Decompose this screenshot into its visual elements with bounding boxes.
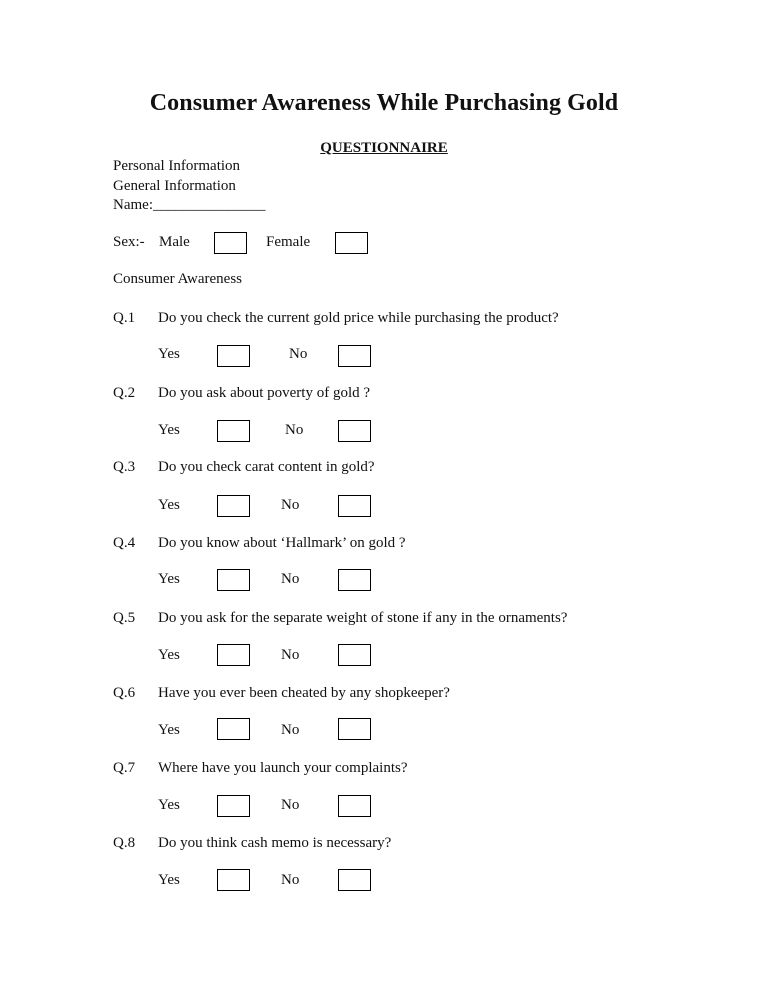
no-checkbox[interactable] bbox=[338, 718, 371, 740]
question-text: Do you ask about poverty of gold ? bbox=[158, 385, 371, 401]
question-number: Q.1 bbox=[113, 310, 136, 326]
yes-label: Yes bbox=[158, 647, 180, 663]
no-checkbox[interactable] bbox=[338, 644, 371, 666]
no-label: No bbox=[281, 571, 300, 587]
male-checkbox[interactable] bbox=[214, 232, 247, 254]
male-label: Male bbox=[159, 234, 190, 250]
no-checkbox[interactable] bbox=[338, 869, 371, 891]
yes-checkbox[interactable] bbox=[217, 569, 250, 591]
yes-label: Yes bbox=[158, 346, 180, 362]
personal-information-label: Personal Information bbox=[113, 158, 241, 174]
yes-checkbox[interactable] bbox=[217, 495, 250, 517]
questionnaire-heading: QUESTIONNAIRE bbox=[320, 140, 448, 156]
question-text: Do you think cash memo is necessary? bbox=[158, 835, 392, 851]
question-number: Q.5 bbox=[113, 610, 136, 626]
yes-checkbox[interactable] bbox=[217, 345, 250, 367]
yes-checkbox[interactable] bbox=[217, 795, 250, 817]
yes-label: Yes bbox=[158, 497, 180, 513]
yes-label: Yes bbox=[158, 571, 180, 587]
no-label: No bbox=[281, 497, 300, 513]
sex-label: Sex:- bbox=[113, 234, 145, 250]
no-checkbox[interactable] bbox=[338, 345, 371, 367]
name-field-label: Name:_______________ bbox=[113, 197, 266, 213]
question-text: Do you ask for the separate weight of stone if any in the ornaments? bbox=[158, 610, 568, 626]
consumer-awareness-heading: Consumer Awareness bbox=[113, 271, 243, 287]
yes-label: Yes bbox=[158, 797, 180, 813]
yes-label: Yes bbox=[158, 872, 180, 888]
female-checkbox[interactable] bbox=[335, 232, 368, 254]
question-number: Q.8 bbox=[113, 835, 136, 851]
yes-checkbox[interactable] bbox=[217, 420, 250, 442]
no-label: No bbox=[289, 346, 308, 362]
no-label: No bbox=[281, 647, 300, 663]
question-text: Do you know about ‘Hallmark’ on gold ? bbox=[158, 535, 406, 551]
no-checkbox[interactable] bbox=[338, 420, 371, 442]
question-text: Have you ever been cheated by any shopkeeper? bbox=[158, 685, 450, 701]
question-text: Where have you launch your complaints? bbox=[158, 760, 408, 776]
question-number: Q.2 bbox=[113, 385, 136, 401]
question-text: Do you check the current gold price while purchasing the product? bbox=[158, 310, 559, 326]
no-label: No bbox=[285, 422, 304, 438]
yes-label: Yes bbox=[158, 722, 180, 738]
yes-checkbox[interactable] bbox=[217, 718, 250, 740]
question-number: Q.4 bbox=[113, 535, 136, 551]
female-label: Female bbox=[266, 234, 311, 250]
yes-checkbox[interactable] bbox=[217, 869, 250, 891]
question-number: Q.7 bbox=[113, 760, 136, 776]
no-checkbox[interactable] bbox=[338, 495, 371, 517]
question-text: Do you check carat content in gold? bbox=[158, 459, 375, 475]
no-label: No bbox=[281, 872, 300, 888]
general-information-label: General Information bbox=[113, 178, 236, 194]
no-checkbox[interactable] bbox=[338, 569, 371, 591]
yes-checkbox[interactable] bbox=[217, 644, 250, 666]
no-label: No bbox=[281, 797, 300, 813]
no-checkbox[interactable] bbox=[338, 795, 371, 817]
yes-label: Yes bbox=[158, 422, 180, 438]
page-title: Consumer Awareness While Purchasing Gold bbox=[149, 90, 619, 116]
question-number: Q.3 bbox=[113, 459, 136, 475]
question-number: Q.6 bbox=[113, 685, 136, 701]
no-label: No bbox=[281, 722, 300, 738]
